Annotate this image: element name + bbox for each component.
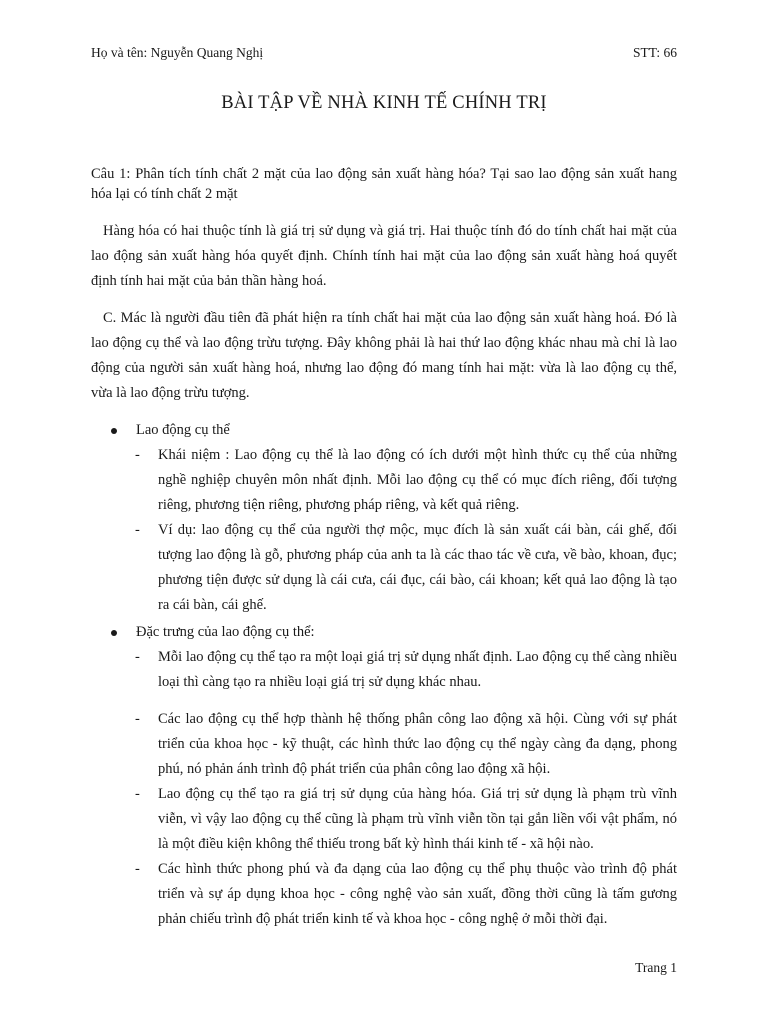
dash-marker: - (135, 861, 140, 877)
dash-marker: - (135, 447, 140, 463)
paragraph: C. Mác là người đầu tiên đã phát hiện ra tính chất hai mặt của lao động sản xuất hàng hoá. Đó là lao động cụ thể và lao động trừu tượng. Đây không phải là hai thứ lao động khác nhau mà chỉ là lao động của người sản xuất hàng hoá, nhưng lao động đó mang tính hai mặt: vừa là lao động cụ thể, vừa là lao động trừu tượng. (91, 310, 677, 401)
page-number: Trang 1 (635, 960, 677, 975)
paragraph: Hàng hóa có hai thuộc tính là giá trị sử dụng và giá trị. Hai thuộc tính đó do tính chất hai mặt của lao động sản xuất hàng hóa quyết định. Chính tính hai mặt của lao động sản xuất hàng hoá quyết định tính hai mặt của bản thần hàng hoá. (91, 223, 677, 289)
dash-marker: - (135, 786, 140, 802)
bullet-dot-icon (111, 630, 117, 636)
student-name: Họ và tên: Nguyễn Quang Nghị (91, 45, 264, 60)
list-item-text: Khái niệm : Lao động cụ thể là lao động có ích dưới một hình thức cụ thể của những nghề nghiệp chuyên môn nhất định. Mỗi lao động cụ thể có mục đích riêng, đối tượng riêng, phương tiện riêng, phương pháp riêng, và kết quả riêng. (158, 447, 677, 513)
list-item (135, 782, 677, 857)
list-item-text: Ví dụ: lao động cụ thể của người thợ mộc, mục đích là sản xuất cái bàn, cái ghế, đối tượng lao động là gỗ, phương pháp của anh ta là các thao tác về cưa, về bào, khoan, đục; phương tiện được sử dụng là cái cưa, cái đục, cái bào, cái khoan; kết quả lao động là tạo ra cái bàn, cái ghế. (158, 522, 677, 613)
student-number: STT: 66 (633, 45, 677, 60)
question-text: Câu 1: Phân tích tính chất 2 mặt của lao động sản xuất hàng hóa? Tại sao lao động sản xuất hang hóa lại có tính chất 2 mặt (91, 166, 677, 202)
bullet-item (136, 620, 677, 645)
list-item (135, 857, 677, 932)
page-title: BÀI TẬP VỀ NHÀ KINH TẾ CHÍNH TRỊ (221, 93, 547, 113)
list-item-text: Các lao động cụ thể hợp thành hệ thống phân công lao động xã hội. Cùng với sự phát triển của khoa học - kỹ thuật, các hình thức lao động cụ thể ngày càng đa dạng, phong phú, nó phản ánh trình độ phát triển của phân công lao động xã hội. (158, 711, 677, 777)
list-item (135, 443, 677, 518)
list-item-text: Mỗi lao động cụ thể tạo ra một loại giá trị sử dụng nhất định. Lao động cụ thể càng nhiều loại thì càng tạo ra nhiều loại giá trị sử dụng khác nhau. (158, 649, 677, 690)
dash-marker: - (135, 711, 140, 727)
dash-marker: - (135, 649, 140, 665)
list-item (135, 707, 677, 782)
list-item (135, 518, 677, 618)
bullet-dot-icon (111, 428, 117, 434)
list-item-text: Các hình thức phong phú và đa dạng của lao động cụ thể phụ thuộc vào trình độ phát triển và sự áp dụng khoa học - công nghệ vào sản xuất, đồng thời cũng là tấm gương phản chiếu trình độ phát triển kinh tế và khoa học - công nghệ ở mỗi thời đại. (158, 861, 677, 927)
bullet-item (136, 418, 677, 443)
bullet-label: Đặc trưng của lao động cụ thể: (136, 624, 315, 640)
bullet-label: Lao động cụ thể (136, 422, 230, 438)
dash-marker: - (135, 522, 140, 538)
list-item-text: Lao động cụ thể tạo ra giá trị sử dụng của hàng hóa. Giá trị sử dụng là phạm trù vĩnh viễn, vì vậy lao động cụ thể cũng là phạm trù vĩnh viễn tồn tại gắn liền vối vật phẩm, nó là một điều kiện không thể thiếu trong bất kỳ hình thái kinh tế - xã hội nào. (158, 786, 677, 852)
list-item (135, 645, 677, 695)
